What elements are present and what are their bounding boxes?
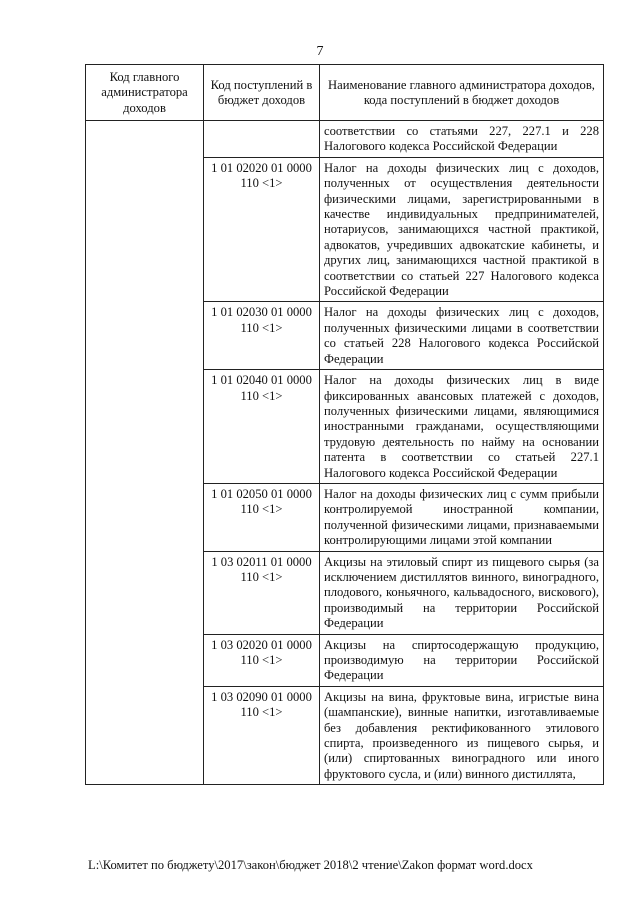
name-cell: Налог на доходы физических лиц с доходов, полученных от осуществления деятельности физическими лицами, зарегистрированными в качестве индивидуальных предпринимателей, нотариусов, занимающихся частной практикой, адвокатов, учредивших адвокатские кабинеты, и других лиц, занимающихся частной практикой в соответствии со статьей 227 Налогового кодекса Российской Федерации	[320, 157, 604, 302]
header-admin-code: Код главного администратора доходов	[86, 65, 204, 121]
name-cell: Налог на доходы физических лиц с доходов, полученных физическими лицами в соответствии со статьей 228 Налогового кодекса Российской Федерации	[320, 302, 604, 370]
revenue-code-cell: 1 01 02050 01 0000 110 <1>	[204, 483, 320, 551]
name-cell: Акцизы на этиловый спирт из пищевого сырья (за исключением дистиллятов винного, виноградного, плодового, коньячного, кальвадосного, вискового), производимый на территории Российской Федерации	[320, 551, 604, 634]
revenue-code-cell	[204, 121, 320, 158]
name-cell: соответствии со статьями 227, 227.1 и 228 Налогового кодекса Российской Федерации	[320, 121, 604, 158]
name-cell: Акцизы на спиртосодержащую продукцию, производимую на территории Российской Федерации	[320, 634, 604, 686]
name-cell: Акцизы на вина, фруктовые вина, игристые вина (шампанские), винные напитки, изготавливаемые без добавления ректификованного этилового спирта, произведенного из пищевого сырья, и (или) спиртованных виноградного или иного фруктового сусла, и (или) винного дистиллята,	[320, 686, 604, 784]
revenue-code-cell: 1 03 02011 01 0000 110 <1>	[204, 551, 320, 634]
table-header-row	[86, 65, 604, 121]
header-name: Наименование главного администратора доходов, кода поступлений в бюджет доходов	[320, 65, 604, 121]
revenue-code-cell: 1 01 02020 01 0000 110 <1>	[204, 157, 320, 302]
table-row	[86, 121, 604, 158]
file-path-footer: L:\Комитет по бюджету\2017\закон\бюджет 2018\2 чтение\Zakon формат word.docx	[88, 858, 533, 872]
header-revenue-code: Код поступлений в бюджет доходов	[204, 65, 320, 121]
revenue-code-cell: 1 01 02030 01 0000 110 <1>	[204, 302, 320, 370]
name-cell: Налог на доходы физических лиц в виде фиксированных авансовых платежей с доходов, полученных физическими лицами, являющимися иностранными гражданами, осуществляющими трудовую деятельность по найму на основании патента в соответствии со статьей 227.1 Налогового кодекса Российской Федерации	[320, 370, 604, 484]
revenue-code-cell: 1 03 02020 01 0000 110 <1>	[204, 634, 320, 686]
revenue-code-cell: 1 01 02040 01 0000 110 <1>	[204, 370, 320, 484]
admin-code-cell	[86, 121, 204, 785]
revenue-table	[85, 64, 604, 785]
revenue-code-cell: 1 03 02090 01 0000 110 <1>	[204, 686, 320, 784]
page-number: 7	[316, 44, 324, 59]
name-cell: Налог на доходы физических лиц с сумм прибыли контролируемой иностранной компании, полученной физическими лицами, признаваемыми контролирующими лицами этой компании	[320, 483, 604, 551]
